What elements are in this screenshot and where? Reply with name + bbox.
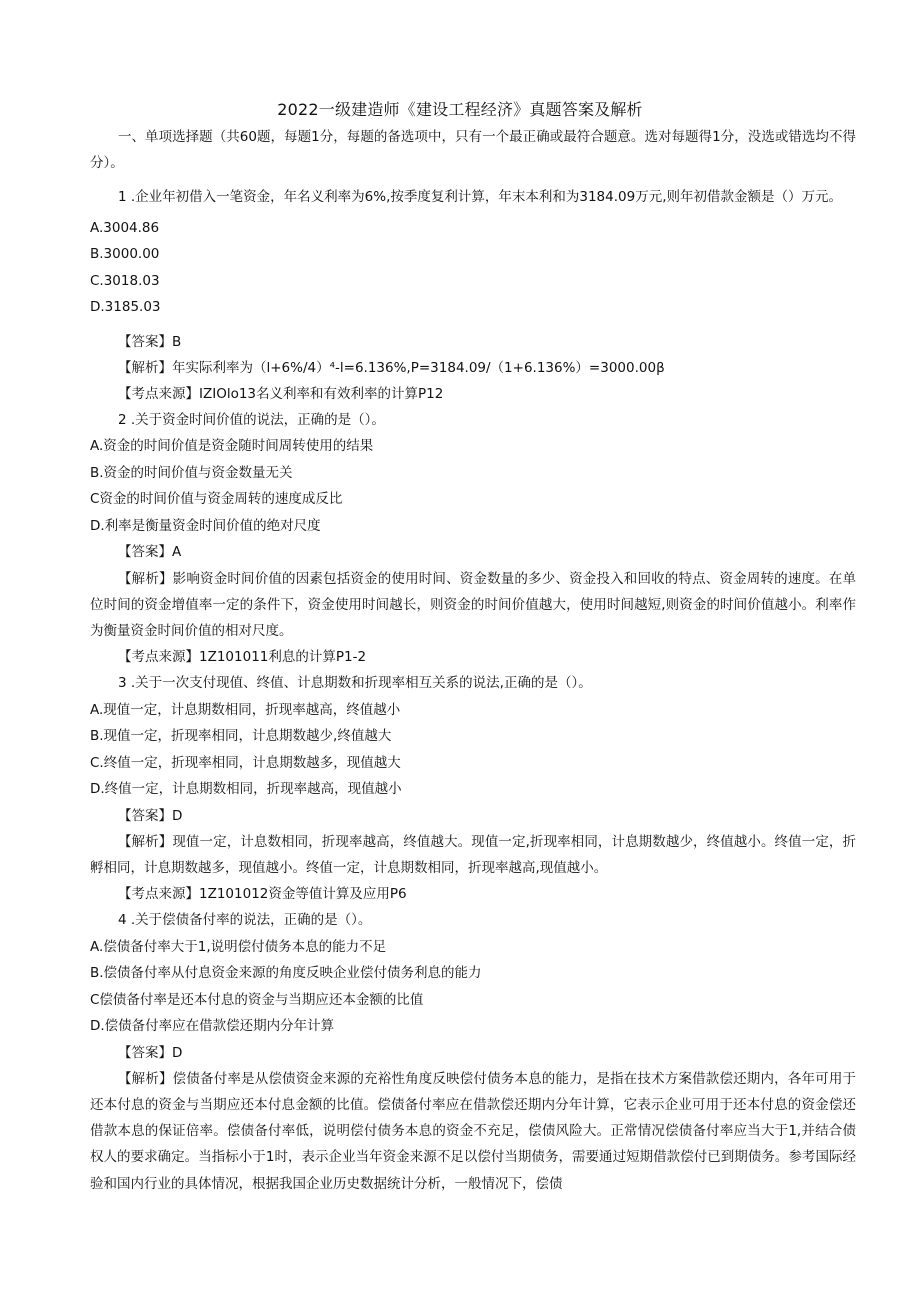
analysis: 【解析】偿债备付率是从偿债资金来源的充裕性角度反映偿付债务本息的能力，是指在技术方案借款偿还期内，各年可用于还本付息的资金与当期应还本付息金额的比值。偿债备付率应在借款偿还期内分年计算，它表示企业可用于还本付息的资金偿还借款本息的保证倍率。偿债备付率低，说明偿付债务本息的资金不充足，偿债风险大。正常情况偿债备付率应当大于1,并结合债权人的要求确定。当指标小于1时，表示企业当年资金来源不足以偿付当期债务，需要通过短期借款偿付已到期债务。参考国际经验和国内行业的具体情况，根据我国企业历史数据统计分析，一般情况下，偿债 [90,1070,856,1192]
source-reference: 【考点来源】IZIOlo13名义利率和有效利率的计算P12 [118,386,444,403]
option-b: B.资金的时间价值与资金数量无关 [90,464,293,481]
document-title: 2022一级建造师《建设工程经济》真题答案及解析 [277,100,643,119]
option-d: D.3185.03 [90,299,161,316]
question-stem: 2 .关于资金时间价值的说法，正确的是（）。 [118,412,385,429]
answer: 【答案】A [118,544,182,561]
answer: 【答案】B [118,333,182,350]
option-a: A.偿债备付率大于1,说明偿付债务本息的能力不足 [90,938,387,955]
option-b: B.偿债备付率从付息资金来源的角度反映企业偿付债务利息的能力 [90,965,482,982]
answer: 【答案】D [118,807,183,824]
option-c: C偿债备付率是还本付息的资金与当期应还本金额的比值 [90,991,424,1008]
option-b: B.现值一定，折现率相同，计息期数越少,终值越大 [90,728,392,745]
option-c: C.3018.03 [90,272,160,289]
analysis: 【解析】现值一定，计息数相同，折现率越高，终值越大。现值一定,折现率相同，计息期数越少，终值越小。终值一定，折孵相同，计息期数越多，现值越小。终值一定，计息期数相同，折现率越高,现值越小。 [90,833,856,877]
question-2 [90,407,856,670]
document-body [90,124,856,1197]
question-1 [90,184,856,407]
question-4 [90,907,856,1196]
analysis: 【解析】年实际利率为（l+6%/4）⁴-l=6.136%,P=3184.09/（1+6.136%）=3000.00β [118,359,665,376]
question-stem: 4 .关于偿债备付率的说法，正确的是（）。 [118,912,372,929]
answer: 【答案】D [118,1044,183,1061]
source-reference: 【考点来源】1Z101012资金等值计算及应用P6 [118,886,407,903]
option-c: C资金的时间价值与资金周转的速度成反比 [90,491,343,508]
option-d: D.终值一定，计息期数相同，折现率越高，现值越小 [90,781,402,798]
option-b: B.3000.00 [90,246,160,263]
analysis: 【解析】影响资金时间价值的因素包括资金的使用时间、资金数量的多少、资金投入和回收的特点、资金周转的速度。在单位时间的资金增值率一定的条件下，资金使用时间越长，则资金的时间价值越大，使用时间越短,则资金的时间价值越小。利率作为衡量资金时间价值的相对尺度。 [90,570,856,640]
option-a: A.3004.86 [90,219,160,236]
source-reference: 【考点来源】1Z101011利息的计算P1-2 [118,649,367,666]
option-d: D.利率是衡量资金时间价值的绝对尺度 [90,517,321,534]
option-c: C.终值一定，折现率相同，计息期数越多，现值越大 [90,754,401,771]
section-heading: 一、单项选择题（共60题，每题1分，每题的备选项中，只有一个最正确或最符合题意。选对每题得1分，没选或错选均不得分）。 [90,129,856,172]
question-stem: 1 .企业年初借入一笔资金，年名义利率为6%,按季度复利计算，年末本利和为3184.09万元,则年初借款金额是（）万元。 [118,189,842,206]
option-a: A.现值一定，计息期数相同，折现率越高，终值越小 [90,701,401,718]
question-3 [90,670,856,907]
question-stem: 3 .关于一次支付现值、终值、计息期数和折现率相互关系的说法,正确的是（）。 [118,675,592,692]
option-list [90,215,856,321]
option-a: A.资金的时间价值是资金随时间周转使用的结果 [90,438,374,455]
option-d: D.偿债备付率应在借款偿还期内分年计算 [90,1018,335,1035]
